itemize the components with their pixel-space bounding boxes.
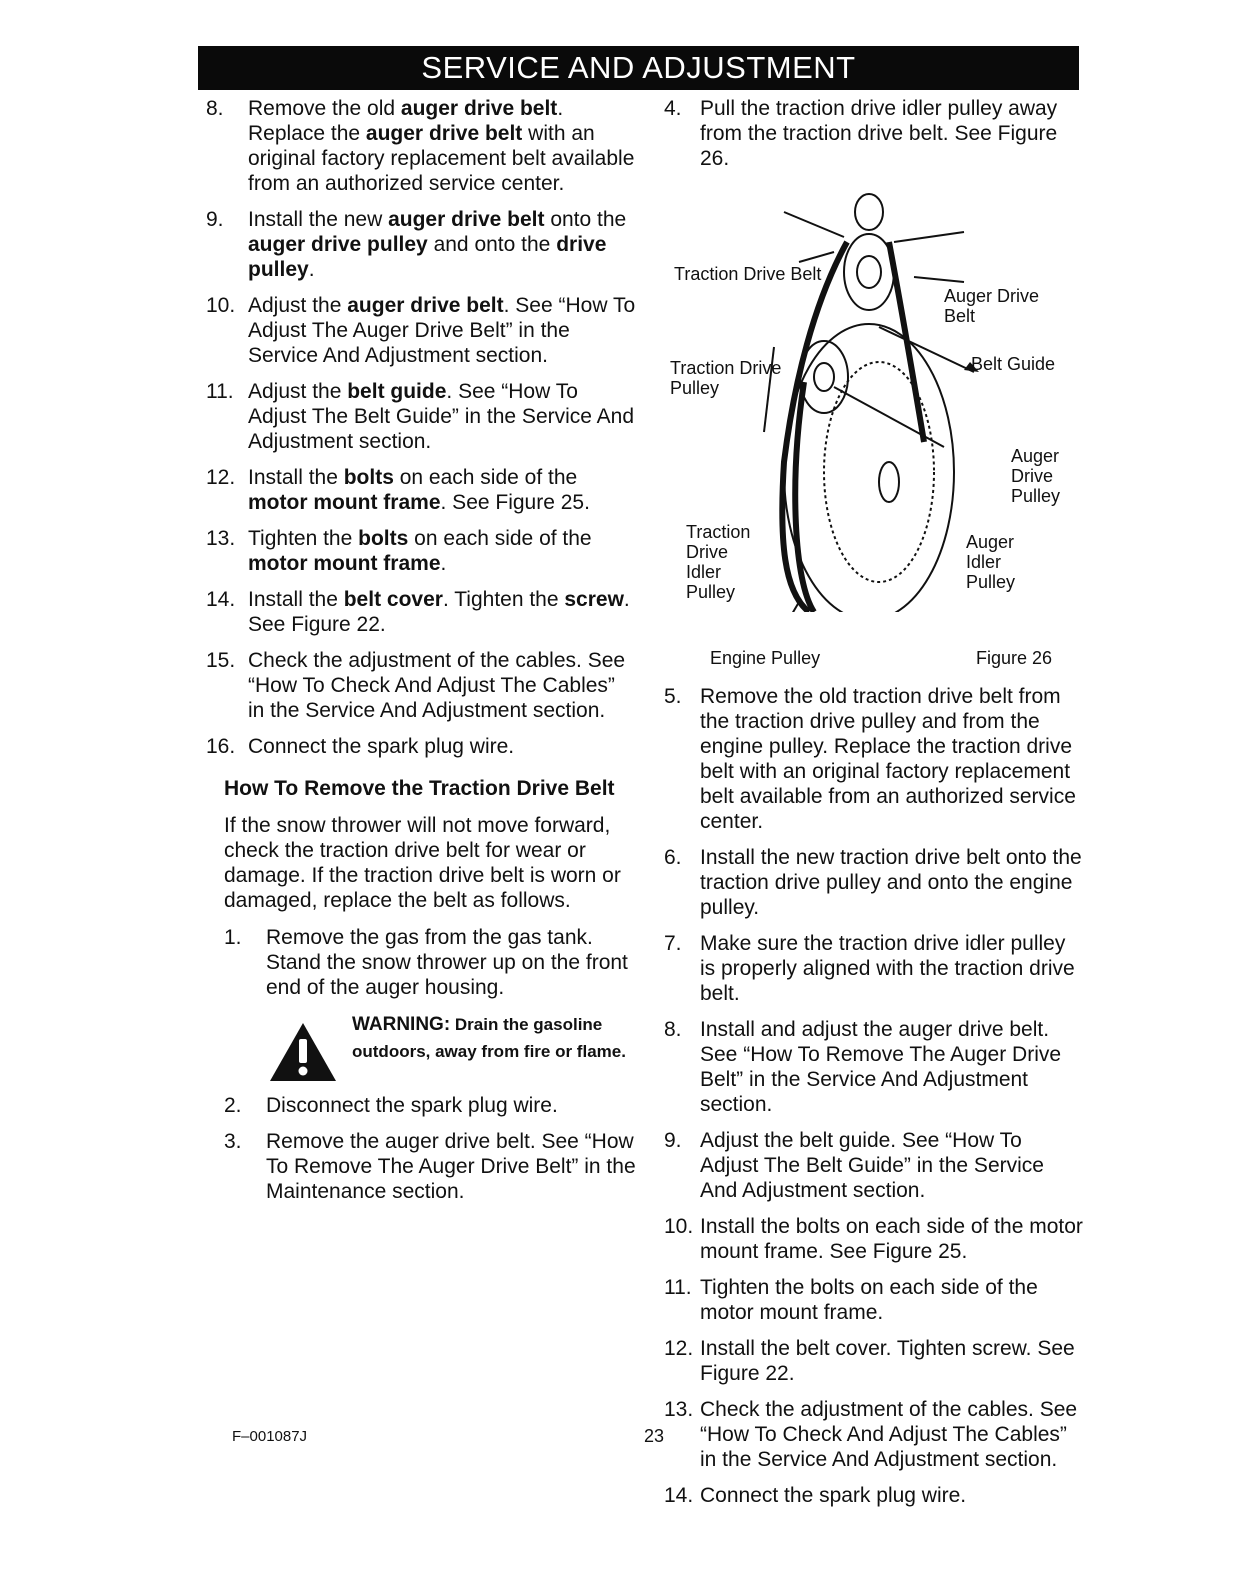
step-text: Install and adjust the auger drive belt. See “How To Remove The Auger Drive Belt” in the Service And Adjustment section.	[700, 1018, 1062, 1116]
step-number: 14.	[206, 588, 236, 611]
text-segment: Install the new	[248, 208, 389, 231]
text-segment: . See “How To Adjust The Belt Guide” in the Service And Adjustment section.	[248, 380, 634, 453]
text-segment: .	[308, 258, 315, 281]
text-segment: . See “How To Adjust The Auger Drive Belt” in the Service And Adjustment section.	[248, 294, 636, 367]
step-text	[248, 734, 636, 759]
step-number: 11.	[206, 380, 234, 403]
text-segment: Connect the spark plug wire.	[248, 735, 515, 758]
step-number: 1.	[224, 926, 242, 949]
text-segment: Install the	[248, 588, 344, 611]
list-item	[206, 293, 636, 368]
text-segment: Adjust the	[248, 294, 348, 317]
list-item	[206, 207, 636, 282]
step-text: Install the belt cover. Tighten screw. See Figure 22.	[700, 1337, 1075, 1385]
step-text	[248, 465, 636, 515]
text-segment: Install the	[248, 466, 344, 489]
step-number: 14.	[664, 1484, 694, 1507]
label-traction-drive-pulley: Traction Drive Pulley	[670, 358, 782, 398]
step-number: 3.	[224, 1130, 242, 1153]
page-number: 23	[644, 1426, 665, 1446]
step-number: 12.	[206, 466, 236, 489]
step-number: 15.	[206, 649, 236, 672]
list-item	[664, 684, 1084, 834]
bold-term: motor mount frame	[248, 491, 441, 514]
step-text	[248, 379, 636, 454]
list-item	[224, 1129, 636, 1204]
list-item	[206, 734, 636, 759]
warning-triangle-icon	[268, 1021, 338, 1083]
list-item	[206, 526, 636, 576]
list-item	[664, 931, 1084, 1006]
label-auger-drive-pulley: Auger Drive Pulley	[1011, 446, 1061, 506]
list-item	[664, 1397, 1084, 1472]
step-number: 10.	[206, 294, 236, 317]
text-segment: . Tighten the	[442, 588, 565, 611]
bold-term: bolts	[358, 527, 409, 550]
bold-term: auger drive belt	[388, 208, 545, 231]
warning-text	[352, 1011, 636, 1065]
list-item	[664, 845, 1084, 920]
step-number: 10.	[664, 1215, 694, 1238]
bold-term: belt guide	[347, 380, 447, 403]
step-number: 9.	[664, 1129, 682, 1152]
list-item	[206, 379, 636, 454]
figure-caption: Figure 26	[976, 648, 1053, 668]
bold-term: belt cover	[343, 588, 443, 611]
left-steps-list	[206, 96, 636, 759]
step-text	[248, 648, 636, 723]
step-text: Install the new traction drive belt onto the traction drive pulley and onto the engine pulley.	[700, 846, 1082, 919]
list-item	[206, 465, 636, 515]
figure-26-diagram	[664, 182, 1084, 668]
list-item	[664, 96, 1084, 171]
document-code: F–001087J	[232, 1428, 308, 1445]
step-text: Remove the gas from the gas tank. Stand the snow thrower up on the front end of the auger housing.	[266, 926, 628, 999]
step-text: Check the adjustment of the cables. See “How To Check And Adjust The Cables” in the Service And Adjustment section.	[700, 1398, 1078, 1471]
text-segment: .	[440, 552, 447, 575]
text-segment: . See Figure 22.	[248, 588, 630, 636]
step-text	[248, 293, 636, 368]
list-item	[664, 1483, 1084, 1508]
list-item	[224, 1093, 636, 1118]
bold-term: auger drive belt	[400, 97, 558, 120]
step-text: Tighten the bolts on each side of the motor mount frame.	[700, 1276, 1038, 1324]
label-engine-pulley: Engine Pulley	[710, 648, 821, 668]
step-number: 11.	[664, 1276, 692, 1299]
bold-term: auger drive pulley	[248, 233, 428, 256]
step-number: 4.	[664, 97, 682, 120]
list-item	[664, 1214, 1084, 1264]
engine-pulley-shape	[784, 324, 954, 612]
text-segment: . See Figure 25.	[440, 491, 590, 514]
step-text: Disconnect the spark plug wire.	[266, 1094, 558, 1117]
step-number: 7.	[664, 932, 682, 955]
bold-term: bolts	[343, 466, 394, 489]
label-auger-idler-pulley: Auger Idler Pulley	[966, 532, 1016, 592]
step-number: 13.	[206, 527, 236, 550]
section-heading: How To Remove the Traction Drive Belt	[224, 777, 615, 800]
step-text: Connect the spark plug wire.	[700, 1484, 967, 1507]
bold-term: drive pulley	[248, 233, 607, 281]
step-text: Remove the auger drive belt. See “How To Remove The Auger Drive Belt” in the Maintenance section.	[266, 1130, 636, 1203]
right-column	[664, 96, 1084, 1519]
bold-term: auger drive belt	[365, 122, 523, 145]
text-segment: Remove the old	[248, 97, 401, 120]
text-segment: on each side of the	[408, 527, 592, 550]
step-number: 6.	[664, 846, 682, 869]
text-segment: Tighten the	[248, 527, 359, 550]
step-number: 12.	[664, 1337, 694, 1360]
list-item	[206, 648, 636, 723]
intro-paragraph: If the snow thrower will not move forward, check the traction drive belt for wear or damage. If the traction drive belt is worn or damaged, replace the belt as follows.	[224, 814, 621, 912]
list-item	[664, 1275, 1084, 1325]
list-item	[664, 1336, 1084, 1386]
page-title: SERVICE AND ADJUSTMENT	[198, 46, 1079, 90]
step-text: Adjust the belt guide. See “How To Adjust The Belt Guide” in the Service And Adjustment section.	[700, 1129, 1044, 1202]
step-number: 2.	[224, 1094, 242, 1117]
text-segment: on each side of the	[393, 466, 578, 489]
list-item	[664, 1128, 1084, 1203]
text-segment: Adjust the	[248, 380, 348, 403]
text-segment: onto the	[544, 208, 627, 231]
step-text: Remove the old traction drive belt from the traction drive pulley and from the engine pulley. Replace the traction drive belt with an original factory replacement belt available from an authorized service center.	[700, 685, 1076, 833]
step-number: 9.	[206, 208, 224, 231]
warning-body: Drain the gasoline outdoors, away from fire or flame.	[352, 1015, 626, 1061]
list-item	[224, 925, 636, 1000]
left-column	[206, 96, 636, 1215]
step-text	[248, 96, 636, 196]
step-text	[248, 587, 636, 637]
label-belt-guide: Belt Guide	[971, 354, 1056, 374]
step-text	[248, 526, 636, 576]
bold-term: motor mount frame	[248, 552, 441, 575]
bold-term: auger drive belt	[347, 294, 504, 317]
bold-term: screw	[564, 588, 624, 611]
step-number: 5.	[664, 685, 682, 708]
text-segment: . Replace the	[248, 97, 564, 145]
step-number: 16.	[206, 735, 236, 758]
step-number: 8.	[664, 1018, 682, 1041]
label-traction-drive-idler-pulley: Traction Drive Idler Pulley	[686, 522, 751, 602]
step-text: Install the bolts on each side of the motor mount frame. See Figure 25.	[700, 1215, 1083, 1263]
label-traction-drive-belt: Traction Drive Belt	[674, 264, 822, 284]
list-item	[206, 587, 636, 637]
list-item	[206, 96, 636, 196]
warning-box	[268, 1011, 636, 1083]
text-segment: with an original factory replacement belt available from an authorized service center.	[248, 122, 635, 195]
step-number: 8.	[206, 97, 224, 120]
step-text: Pull the traction drive idler pulley away from the traction drive belt. See Figure 26.	[700, 97, 1058, 170]
right-steps-list	[664, 684, 1084, 1508]
step-number: 13.	[664, 1398, 694, 1421]
list-item	[664, 1017, 1084, 1117]
warning-title: WARNING:	[352, 1014, 451, 1035]
text-segment: Check the adjustment of the cables. See “How To Check And Adjust The Cables” in the Service And Adjustment section.	[248, 649, 626, 722]
label-auger-drive-belt: Auger Drive Belt	[944, 286, 1040, 326]
text-segment: and onto the	[427, 233, 557, 256]
step-text: Make sure the traction drive idler pulley is properly aligned with the traction drive belt.	[700, 932, 1075, 1005]
step-text	[248, 207, 636, 282]
